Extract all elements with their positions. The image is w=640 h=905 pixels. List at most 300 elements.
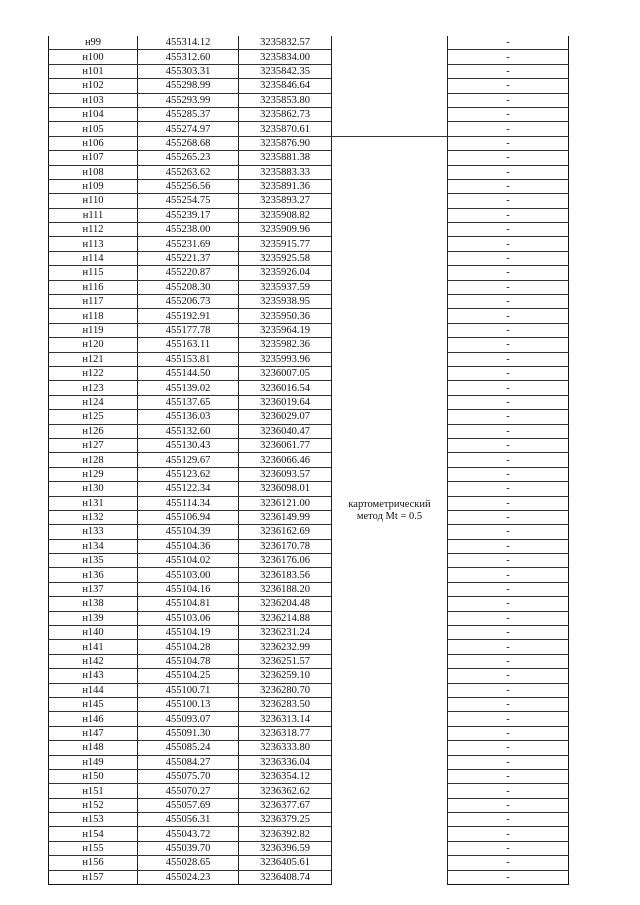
description-cell: - <box>448 654 569 668</box>
point-name-cell: н133 <box>49 525 138 539</box>
table-row <box>49 64 569 78</box>
table-row <box>49 798 569 812</box>
description-cell: - <box>448 755 569 769</box>
table-row <box>49 237 569 251</box>
y-coordinate-cell: 3236283.50 <box>239 697 332 711</box>
description-cell: - <box>448 352 569 366</box>
table-row <box>49 784 569 798</box>
x-coordinate-cell: 455163.11 <box>138 338 239 352</box>
description-cell: - <box>448 827 569 841</box>
description-cell: - <box>448 841 569 855</box>
point-name-cell: н117 <box>49 295 138 309</box>
x-coordinate-cell: 455303.31 <box>138 64 239 78</box>
description-cell: - <box>448 237 569 251</box>
y-coordinate-cell: 3236098.01 <box>239 482 332 496</box>
description-cell: - <box>448 179 569 193</box>
description-cell: - <box>448 251 569 265</box>
point-name-cell: н100 <box>49 50 138 64</box>
description-cell: - <box>448 323 569 337</box>
point-name-cell: н127 <box>49 438 138 452</box>
x-coordinate-cell: 455104.19 <box>138 626 239 640</box>
x-coordinate-cell: 455139.02 <box>138 381 239 395</box>
table-row <box>49 136 569 150</box>
y-coordinate-cell: 3235893.27 <box>239 194 332 208</box>
table-row <box>49 640 569 654</box>
y-coordinate-cell: 3236149.99 <box>239 510 332 524</box>
x-coordinate-cell: 455177.78 <box>138 323 239 337</box>
x-coordinate-cell: 455239.17 <box>138 208 239 222</box>
y-coordinate-cell: 3235950.36 <box>239 309 332 323</box>
y-coordinate-cell: 3235870.61 <box>239 122 332 136</box>
x-coordinate-cell: 455208.30 <box>138 280 239 294</box>
y-coordinate-cell: 3235846.64 <box>239 79 332 93</box>
x-coordinate-cell: 455293.99 <box>138 93 239 107</box>
description-cell: - <box>448 36 569 50</box>
point-name-cell: н109 <box>49 179 138 193</box>
y-coordinate-cell: 3235881.38 <box>239 151 332 165</box>
point-name-cell: н143 <box>49 669 138 683</box>
point-name-cell: н155 <box>49 841 138 855</box>
y-coordinate-cell: 3235834.00 <box>239 50 332 64</box>
table-row <box>49 755 569 769</box>
table-row <box>49 467 569 481</box>
table-row <box>49 93 569 107</box>
table-row <box>49 438 569 452</box>
y-coordinate-cell: 3236362.62 <box>239 784 332 798</box>
description-cell: - <box>448 122 569 136</box>
point-name-cell: н145 <box>49 697 138 711</box>
table-row <box>49 683 569 697</box>
x-coordinate-cell: 455136.03 <box>138 410 239 424</box>
table-row <box>49 251 569 265</box>
table-row <box>49 769 569 783</box>
x-coordinate-cell: 455085.24 <box>138 741 239 755</box>
x-coordinate-cell: 455130.43 <box>138 438 239 452</box>
point-name-cell: н150 <box>49 769 138 783</box>
description-cell: - <box>448 870 569 884</box>
point-name-cell: н107 <box>49 151 138 165</box>
table-row <box>49 107 569 121</box>
point-name-cell: н147 <box>49 726 138 740</box>
x-coordinate-cell: 455123.62 <box>138 467 239 481</box>
description-cell: - <box>448 568 569 582</box>
x-coordinate-cell: 455100.13 <box>138 697 239 711</box>
description-cell: - <box>448 726 569 740</box>
y-coordinate-cell: 3236377.67 <box>239 798 332 812</box>
point-name-cell: н108 <box>49 165 138 179</box>
description-cell: - <box>448 510 569 524</box>
x-coordinate-cell: 455103.06 <box>138 611 239 625</box>
y-coordinate-cell: 3235842.35 <box>239 64 332 78</box>
x-coordinate-cell: 455314.12 <box>138 36 239 50</box>
y-coordinate-cell: 3235938.95 <box>239 295 332 309</box>
x-coordinate-cell: 455220.87 <box>138 266 239 280</box>
y-coordinate-cell: 3236007.05 <box>239 366 332 380</box>
x-coordinate-cell: 455231.69 <box>138 237 239 251</box>
point-name-cell: н112 <box>49 223 138 237</box>
description-cell: - <box>448 381 569 395</box>
point-name-cell: н137 <box>49 582 138 596</box>
description-cell: - <box>448 539 569 553</box>
x-coordinate-cell: 455129.67 <box>138 453 239 467</box>
x-coordinate-cell: 455100.71 <box>138 683 239 697</box>
point-name-cell: н121 <box>49 352 138 366</box>
table-row <box>49 496 569 510</box>
y-coordinate-cell: 3235909.96 <box>239 223 332 237</box>
x-coordinate-cell: 455075.70 <box>138 769 239 783</box>
y-coordinate-cell: 3236280.70 <box>239 683 332 697</box>
point-name-cell: н136 <box>49 568 138 582</box>
table-row <box>49 309 569 323</box>
x-coordinate-cell: 455028.65 <box>138 856 239 870</box>
description-cell: - <box>448 597 569 611</box>
table-row <box>49 597 569 611</box>
description-cell: - <box>448 194 569 208</box>
x-coordinate-cell: 455206.73 <box>138 295 239 309</box>
point-name-cell: н120 <box>49 338 138 352</box>
description-cell: - <box>448 208 569 222</box>
y-coordinate-cell: 3236016.54 <box>239 381 332 395</box>
table-row <box>49 841 569 855</box>
description-cell: - <box>448 438 569 452</box>
table-row <box>49 36 569 50</box>
y-coordinate-cell: 3236040.47 <box>239 424 332 438</box>
table-row <box>49 482 569 496</box>
table-row <box>49 323 569 337</box>
x-coordinate-cell: 455153.81 <box>138 352 239 366</box>
x-coordinate-cell: 455144.50 <box>138 366 239 380</box>
description-cell: - <box>448 798 569 812</box>
x-coordinate-cell: 455122.34 <box>138 482 239 496</box>
point-name-cell: н116 <box>49 280 138 294</box>
y-coordinate-cell: 3236392.82 <box>239 827 332 841</box>
description-cell: - <box>448 50 569 64</box>
description-cell: - <box>448 295 569 309</box>
point-name-cell: н157 <box>49 870 138 884</box>
x-coordinate-cell: 455192.91 <box>138 309 239 323</box>
point-name-cell: н111 <box>49 208 138 222</box>
x-coordinate-cell: 455091.30 <box>138 726 239 740</box>
table-row <box>49 280 569 294</box>
description-cell: - <box>448 107 569 121</box>
table-row <box>49 669 569 683</box>
x-coordinate-cell: 455104.28 <box>138 640 239 654</box>
description-cell: - <box>448 640 569 654</box>
description-cell: - <box>448 79 569 93</box>
point-name-cell: н148 <box>49 741 138 755</box>
x-coordinate-cell: 455132.60 <box>138 424 239 438</box>
x-coordinate-cell: 455104.36 <box>138 539 239 553</box>
x-coordinate-cell: 455104.39 <box>138 525 239 539</box>
description-cell: - <box>448 395 569 409</box>
point-name-cell: н156 <box>49 856 138 870</box>
table-row <box>49 208 569 222</box>
description-cell: - <box>448 309 569 323</box>
y-coordinate-cell: 3236251.57 <box>239 654 332 668</box>
y-coordinate-cell: 3235862.73 <box>239 107 332 121</box>
coordinates-table-body <box>49 36 569 885</box>
description-cell: - <box>448 467 569 481</box>
table-row <box>49 870 569 884</box>
description-cell: - <box>448 165 569 179</box>
point-name-cell: н104 <box>49 107 138 121</box>
table-row <box>49 410 569 424</box>
x-coordinate-cell: 455093.07 <box>138 712 239 726</box>
table-row <box>49 223 569 237</box>
y-coordinate-cell: 3236354.12 <box>239 769 332 783</box>
table-row <box>49 856 569 870</box>
y-coordinate-cell: 3236061.77 <box>239 438 332 452</box>
table-row <box>49 194 569 208</box>
x-coordinate-cell: 455265.23 <box>138 151 239 165</box>
coordinates-table <box>48 36 569 885</box>
description-cell: - <box>448 151 569 165</box>
point-name-cell: н113 <box>49 237 138 251</box>
description-cell: - <box>448 136 569 150</box>
point-name-cell: н105 <box>49 122 138 136</box>
x-coordinate-cell: 455104.78 <box>138 654 239 668</box>
point-name-cell: н124 <box>49 395 138 409</box>
x-coordinate-cell: 455043.72 <box>138 827 239 841</box>
description-cell: - <box>448 611 569 625</box>
table-row <box>49 151 569 165</box>
description-cell: - <box>448 93 569 107</box>
point-name-cell: н152 <box>49 798 138 812</box>
table-row <box>49 79 569 93</box>
y-coordinate-cell: 3236170.78 <box>239 539 332 553</box>
x-coordinate-cell: 455084.27 <box>138 755 239 769</box>
description-cell: - <box>448 266 569 280</box>
table-row <box>49 654 569 668</box>
point-name-cell: н114 <box>49 251 138 265</box>
point-name-cell: н126 <box>49 424 138 438</box>
table-row <box>49 568 569 582</box>
y-coordinate-cell: 3236259.10 <box>239 669 332 683</box>
y-coordinate-cell: 3236408.74 <box>239 870 332 884</box>
point-name-cell: н115 <box>49 266 138 280</box>
point-name-cell: н144 <box>49 683 138 697</box>
description-cell: - <box>448 424 569 438</box>
x-coordinate-cell: 455103.00 <box>138 568 239 582</box>
y-coordinate-cell: 3235908.82 <box>239 208 332 222</box>
point-name-cell: н130 <box>49 482 138 496</box>
table-row <box>49 453 569 467</box>
y-coordinate-cell: 3235853.80 <box>239 93 332 107</box>
point-name-cell: н135 <box>49 554 138 568</box>
table-row <box>49 697 569 711</box>
point-name-cell: н154 <box>49 827 138 841</box>
point-name-cell: н99 <box>49 36 138 50</box>
table-row <box>49 741 569 755</box>
description-cell: - <box>448 626 569 640</box>
description-cell: - <box>448 410 569 424</box>
point-name-cell: н122 <box>49 366 138 380</box>
y-coordinate-cell: 3235926.04 <box>239 266 332 280</box>
table-row <box>49 366 569 380</box>
table-row <box>49 582 569 596</box>
method-accuracy: метод Mt = 0.5 <box>356 510 423 522</box>
table-row <box>49 539 569 553</box>
y-coordinate-cell: 3236121.00 <box>239 496 332 510</box>
y-coordinate-cell: 3235832.57 <box>239 36 332 50</box>
y-coordinate-cell: 3236336.04 <box>239 755 332 769</box>
point-name-cell: н118 <box>49 309 138 323</box>
table-row <box>49 395 569 409</box>
point-name-cell: н141 <box>49 640 138 654</box>
point-name-cell: н132 <box>49 510 138 524</box>
x-coordinate-cell: 455254.75 <box>138 194 239 208</box>
y-coordinate-cell: 3236066.46 <box>239 453 332 467</box>
y-coordinate-cell: 3236318.77 <box>239 726 332 740</box>
point-name-cell: н131 <box>49 496 138 510</box>
description-cell: - <box>448 784 569 798</box>
description-cell: - <box>448 338 569 352</box>
point-name-cell: н134 <box>49 539 138 553</box>
table-row <box>49 122 569 136</box>
table-row <box>49 626 569 640</box>
description-cell: - <box>448 496 569 510</box>
description-cell: - <box>448 223 569 237</box>
table-row <box>49 424 569 438</box>
y-coordinate-cell: 3236188.20 <box>239 582 332 596</box>
x-coordinate-cell: 455024.23 <box>138 870 239 884</box>
x-coordinate-cell: 455274.97 <box>138 122 239 136</box>
table-row <box>49 525 569 539</box>
point-name-cell: н128 <box>49 453 138 467</box>
y-coordinate-cell: 3235915.77 <box>239 237 332 251</box>
x-coordinate-cell: 455057.69 <box>138 798 239 812</box>
point-name-cell: н138 <box>49 597 138 611</box>
description-cell: - <box>448 669 569 683</box>
x-coordinate-cell: 455238.00 <box>138 223 239 237</box>
description-cell: - <box>448 525 569 539</box>
table-row <box>49 295 569 309</box>
x-coordinate-cell: 455263.62 <box>138 165 239 179</box>
point-name-cell: н123 <box>49 381 138 395</box>
description-cell: - <box>448 813 569 827</box>
description-cell: - <box>448 582 569 596</box>
point-name-cell: н149 <box>49 755 138 769</box>
point-name-cell: н106 <box>49 136 138 150</box>
table-row <box>49 827 569 841</box>
x-coordinate-cell: 455039.70 <box>138 841 239 855</box>
x-coordinate-cell: 455268.68 <box>138 136 239 150</box>
y-coordinate-cell: 3236162.69 <box>239 525 332 539</box>
table-row <box>49 726 569 740</box>
x-coordinate-cell: 455104.81 <box>138 597 239 611</box>
point-name-cell: н102 <box>49 79 138 93</box>
y-coordinate-cell: 3236231.24 <box>239 626 332 640</box>
description-cell: - <box>448 554 569 568</box>
y-coordinate-cell: 3235876.90 <box>239 136 332 150</box>
y-coordinate-cell: 3235925.58 <box>239 251 332 265</box>
table-row <box>49 338 569 352</box>
y-coordinate-cell: 3236029.07 <box>239 410 332 424</box>
table-row <box>49 50 569 64</box>
y-coordinate-cell: 3235883.33 <box>239 165 332 179</box>
point-name-cell: н151 <box>49 784 138 798</box>
point-name-cell: н129 <box>49 467 138 481</box>
x-coordinate-cell: 455106.94 <box>138 510 239 524</box>
y-coordinate-cell: 3236214.88 <box>239 611 332 625</box>
description-cell: - <box>448 741 569 755</box>
x-coordinate-cell: 455285.37 <box>138 107 239 121</box>
point-name-cell: н103 <box>49 93 138 107</box>
point-name-cell: н139 <box>49 611 138 625</box>
x-coordinate-cell: 455137.65 <box>138 395 239 409</box>
y-coordinate-cell: 3235964.19 <box>239 323 332 337</box>
y-coordinate-cell: 3236396.59 <box>239 841 332 855</box>
y-coordinate-cell: 3235993.96 <box>239 352 332 366</box>
x-coordinate-cell: 455104.25 <box>138 669 239 683</box>
y-coordinate-cell: 3236232.99 <box>239 640 332 654</box>
point-name-cell: н125 <box>49 410 138 424</box>
method-name: картометрический <box>348 498 431 510</box>
table-row <box>49 611 569 625</box>
point-name-cell: н101 <box>49 64 138 78</box>
table-row <box>49 266 569 280</box>
table-row <box>49 352 569 366</box>
y-coordinate-cell: 3236176.06 <box>239 554 332 568</box>
point-name-cell: н142 <box>49 654 138 668</box>
table-row <box>49 712 569 726</box>
description-cell: - <box>448 280 569 294</box>
table-row <box>49 813 569 827</box>
method-cell-empty <box>332 36 448 136</box>
point-name-cell: н146 <box>49 712 138 726</box>
y-coordinate-cell: 3236405.61 <box>239 856 332 870</box>
y-coordinate-cell: 3236204.48 <box>239 597 332 611</box>
x-coordinate-cell: 455070.27 <box>138 784 239 798</box>
description-cell: - <box>448 366 569 380</box>
point-name-cell: н153 <box>49 813 138 827</box>
description-cell: - <box>448 683 569 697</box>
y-coordinate-cell: 3236313.14 <box>239 712 332 726</box>
x-coordinate-cell: 455104.02 <box>138 554 239 568</box>
y-coordinate-cell: 3236093.57 <box>239 467 332 481</box>
point-name-cell: н119 <box>49 323 138 337</box>
table-row <box>49 381 569 395</box>
point-name-cell: н140 <box>49 626 138 640</box>
x-coordinate-cell: 455312.60 <box>138 50 239 64</box>
x-coordinate-cell: 455114.34 <box>138 496 239 510</box>
y-coordinate-cell: 3236333.80 <box>239 741 332 755</box>
description-cell: - <box>448 856 569 870</box>
x-coordinate-cell: 455056.31 <box>138 813 239 827</box>
table-row <box>49 165 569 179</box>
x-coordinate-cell: 455256.56 <box>138 179 239 193</box>
description-cell: - <box>448 64 569 78</box>
y-coordinate-cell: 3235982.36 <box>239 338 332 352</box>
description-cell: - <box>448 712 569 726</box>
description-cell: - <box>448 697 569 711</box>
x-coordinate-cell: 455298.99 <box>138 79 239 93</box>
y-coordinate-cell: 3236019.64 <box>239 395 332 409</box>
y-coordinate-cell: 3235937.59 <box>239 280 332 294</box>
description-cell: - <box>448 453 569 467</box>
table-row <box>49 179 569 193</box>
table-row <box>49 554 569 568</box>
description-cell: - <box>448 769 569 783</box>
x-coordinate-cell: 455221.37 <box>138 251 239 265</box>
method-cell <box>332 136 448 884</box>
x-coordinate-cell: 455104.16 <box>138 582 239 596</box>
y-coordinate-cell: 3236183.56 <box>239 568 332 582</box>
point-name-cell: н110 <box>49 194 138 208</box>
table-row <box>49 510 569 524</box>
y-coordinate-cell: 3236379.25 <box>239 813 332 827</box>
y-coordinate-cell: 3235891.36 <box>239 179 332 193</box>
